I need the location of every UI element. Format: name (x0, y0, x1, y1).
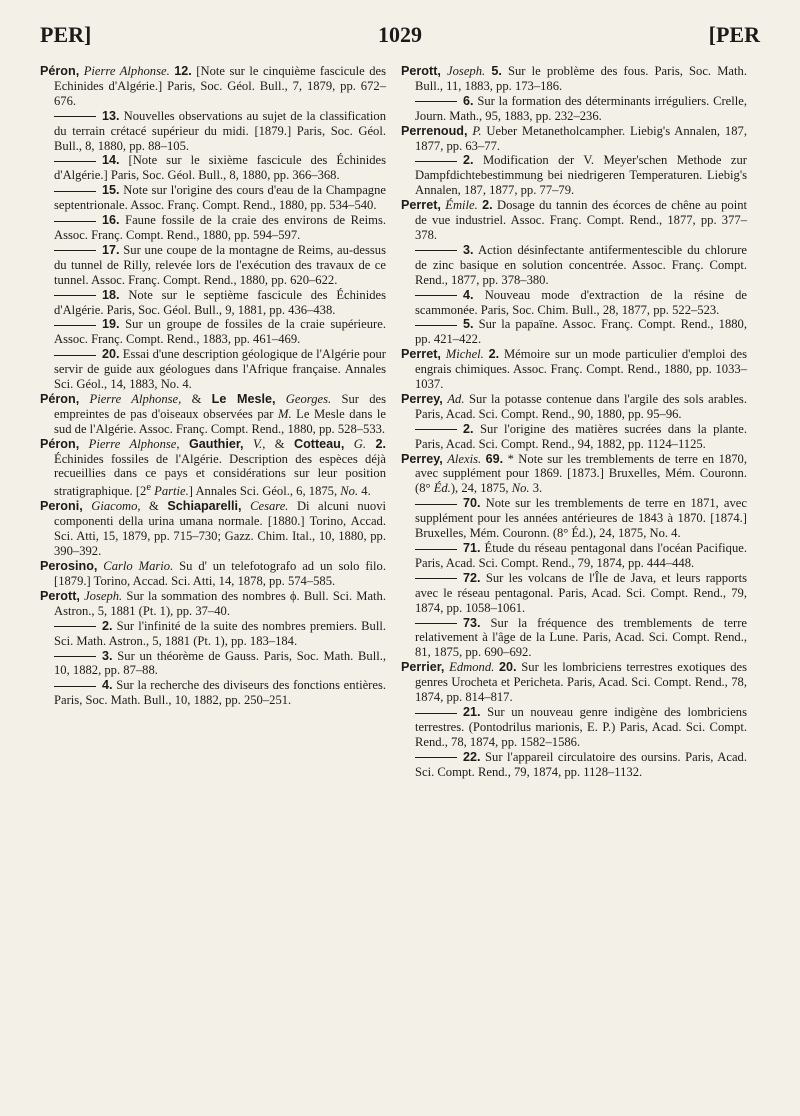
author-surname: Perrey, (401, 391, 443, 406)
bib-continuation (54, 243, 386, 288)
bib-continuation (415, 243, 747, 288)
bib-continuation (54, 619, 386, 649)
bib-entry: Peroni, Giacomo, & Schiaparelli, Cesare. Di alcuni nuovi componenti della urina umana normale. [1880.] Torino, Accad. Sci. Atti, 15, 1879, pp. 715–730; Gazz. Chim. Ital., 10, 1880, pp. 390–392. (40, 499, 387, 559)
running-head (40, 22, 760, 48)
ditto-rule (415, 325, 457, 326)
entry-number: 22. (463, 749, 481, 764)
entry-number: 71. (463, 541, 481, 555)
entry-number: 2. (463, 153, 474, 168)
ditto-rule (54, 295, 96, 296)
ditto-rule (54, 355, 96, 356)
entry-text: Sur les lombriciens terrestres exotiques des genres Urocheta et Pericheta. Paris, Acad. Sci. Compt. Rend., 78, 1874, pp. 814–817. (415, 660, 748, 705)
author-surname: Perott, (40, 588, 80, 603)
author-given: Ad. (447, 391, 465, 406)
ditto-rule (54, 221, 96, 222)
entry-text: Sur la sommation des nombres ϕ. Bull. Sci. Math. Astron., 5, 1881 (Pt. 1), pp. 37–40. (54, 588, 386, 618)
author-given: Joseph. (84, 588, 123, 603)
ditto-rule (415, 250, 457, 251)
entry-number: 3. (463, 242, 474, 257)
bib-continuation (54, 317, 386, 347)
author-given: V., (252, 436, 266, 451)
ditto-rule (415, 295, 457, 296)
author-surname: Péron, (40, 64, 80, 78)
author-given: Georges. (285, 391, 332, 406)
author-given: Giacomo, (91, 499, 141, 514)
entry-text: Étude du réseau pentagonal dans l'océan Pacifique. Paris, Acad. Sci. Compt. Rend., 79, 1874, pp. 444–448. (415, 541, 747, 570)
entry-text: Modification der V. Meyer'schen Methode zur Dampfdichtebestimmung bei niedrigeren Temperaturen. Liebig's Annalen, 187, 1877, pp. 77–79. (415, 153, 747, 198)
author-given: Pierre Alphonse, (88, 436, 180, 451)
bib-entry (401, 347, 747, 392)
author-surname: Cotteau, (294, 436, 345, 451)
entry-number: 2. (482, 198, 493, 213)
entry-text: Sur la fréquence des tremblements de terre relativement à l'âge de la Lune. Paris, Acad. Sci. Compt. Rend., 81, 1875, pp. 690–692. (415, 615, 747, 660)
ditto-rule (54, 161, 96, 162)
bib-continuation (54, 213, 386, 243)
author-given: Michel. (445, 347, 484, 362)
entry-text: Sur la potasse contenue dans l'argile des sols arables. Paris, Acad. Sci. Compt. Rend., 90, 1880, pp. 95–96. (415, 391, 747, 421)
entry-number: 18. (102, 287, 120, 302)
entry-text: Sur la papaïne. Assoc. Franç. Compt. Rend., 1880, pp. 421–422. (415, 317, 747, 347)
header-right: [PER (708, 22, 760, 47)
entry-number: 17. (102, 242, 120, 257)
entry-text: [Note sur le sixième fascicule des Échinides d'Algérie.] Paris, Soc. Géol. Bull., 8, 1880, pp. 366–368. (54, 153, 386, 183)
bib-entry (401, 391, 747, 422)
ditto-rule (415, 757, 457, 758)
bib-continuation (54, 649, 386, 679)
ditto-rule (54, 656, 96, 657)
bib-continuation (54, 678, 386, 708)
entry-text: Sur une coupe de la montagne de Reims, au-dessus du tunnel de Rilly, relevée lors de l'exécution des travaux de ce tunnel. Assoc. Franç. Compt. Rend., 1880, pp. 620–622. (54, 242, 387, 287)
bib-continuation (54, 288, 386, 318)
ditto-rule (415, 713, 457, 714)
bib-continuation (415, 750, 747, 780)
italic-text: Éd. (433, 481, 451, 496)
author-surname: Péron, (40, 391, 80, 406)
bib-continuation (415, 94, 747, 124)
bib-continuation (54, 153, 386, 183)
author-surname: Peroni, (40, 499, 83, 514)
author-surname: Gauthier, (188, 436, 244, 451)
author-surname: Schiaparelli, (167, 499, 242, 514)
entry-text: Sur la recherche des diviseurs des fonctions entières. Paris, Soc. Math. Bull., 10, 1882, pp. 250–251. (54, 678, 386, 708)
entry-number: 70. (463, 496, 481, 511)
ditto-rule (54, 325, 96, 326)
entry-text: Sur un groupe de fossiles de la craie supérieure. Assoc. Franç. Compt. Rend., 1883, pp. 461–469. (54, 317, 386, 347)
bib-continuation (415, 705, 747, 750)
entry-text: Note sur l'origine des cours d'eau de la Champagne septentrionale. Assoc. Franç. Compt. Rend., 1880, pp. 534–540. (54, 183, 386, 213)
bib-continuation (415, 541, 747, 571)
author-surname: Perrey, (401, 451, 443, 466)
entry-text: Sur le problème des fous. Paris, Soc. Math. Bull., 11, 1883, pp. 173–186. (415, 64, 747, 93)
ditto-rule (54, 686, 96, 687)
entry-text: Action désinfectante antifermentescible du chlorure de zinc basique en solution concentrée. Assoc. Franç. Compt. Rend., 1877, pp. 378–380. (415, 242, 747, 287)
entry-text: Sur un nouveau genre indigène des lombriciens terrestres. (Pontodrilus marionis, E. P.) Paris, Acad. Sci. Compt. Rend., 78, 1874, pp. 1582–1586. (415, 704, 747, 749)
bib-entry (401, 64, 747, 94)
left-column (40, 64, 386, 708)
italic-text: Partie. (154, 484, 189, 499)
entry-number: 3. (102, 648, 113, 663)
author-surname: Perrenoud, (401, 123, 468, 138)
header-left: PER] (40, 22, 92, 47)
bib-continuation (415, 288, 747, 318)
author-given: Carlo Mario. (103, 559, 174, 574)
entry-number: 6. (463, 93, 474, 108)
author-given: Pierre Alphonse. (83, 64, 170, 78)
entry-text: Sur l'origine des matières sucrées dans la plante. Paris, Acad. Sci. Compt. Rend., 94, 1882, pp. 1124–1125. (415, 421, 747, 451)
entry-text: Sur l'infinité de la suite des nombres premiers. Bull. Sci. Math. Astron., 5, 1881 (Pt. 1), pp. 183–184. (54, 618, 387, 648)
author-given: Joseph. (447, 64, 486, 78)
bib-continuation (54, 183, 386, 213)
ditto-rule (415, 578, 457, 579)
author-given: G. (353, 436, 367, 451)
author-surname: Perott, (401, 64, 441, 78)
bib-entry (401, 660, 748, 705)
entry-number: 2. (488, 347, 500, 362)
author-given: P. (472, 123, 482, 138)
entry-number: 12. (174, 64, 192, 78)
entry-number: 73. (463, 615, 481, 630)
page-number: 1029 (378, 22, 422, 47)
entry-number: 2. (463, 421, 474, 436)
author-surname: Perret, (401, 347, 441, 362)
entry-text: Dosage du tannin des écorces de chêne au point de vue industriel. Assoc. Franç. Compt. Rend., 1877, pp. 377–378. (415, 198, 748, 242)
bib-continuation (415, 422, 747, 452)
entry-number: 72. (463, 570, 481, 585)
author-surname: Péron, (40, 436, 80, 451)
bib-continuation (415, 571, 747, 616)
ditto-rule (415, 101, 457, 102)
entry-number: 69. (485, 451, 504, 466)
entry-number: 20. (499, 660, 517, 675)
entry-number: 20. (102, 347, 120, 362)
bib-continuation (54, 109, 386, 154)
entry-text: Note sur les tremblements de terre en 1871, avec supplément pour les années antérieures de 1843 à 1870. [1874.] Bruxelles, Mém. Couronn. (8° Éd.), 24, 1875, No. 4. (415, 496, 747, 541)
entry-text: Essai d'une description géologique de l'Algérie pour servir de guide aux géologues dans l'Afrique française. Annales Sci. Géol., 14, 1883, No. 4. (54, 347, 386, 392)
entry-number: 16. (102, 213, 120, 228)
entry-text: Note sur le septième fascicule des Échinides d'Algérie. Paris, Soc. Géol. Bull., 9, 1881, pp. 436–438. (54, 287, 386, 317)
author-surname: Perrier, (401, 660, 445, 675)
entry-text: Sur les volcans de l'Île de Java, et leurs rapports avec le réseau pentagonal. Paris, Acad. Sci. Compt. Rend., 79, 1874, pp. 1058–1061. (415, 570, 747, 615)
italic-text: No. (511, 481, 530, 496)
entry-text: [Note sur le cinquième fascicule des Echinides d'Algérie.] Paris, Soc. Géol. Bull., 7, 1879, pp. 672–676. (54, 64, 386, 108)
entry-number: 5. (463, 317, 474, 332)
bib-continuation (415, 496, 747, 541)
ditto-rule (415, 504, 457, 505)
bib-continuation (415, 153, 747, 198)
entry-number: 4. (463, 287, 474, 302)
entry-text: Nouveau mode d'extraction de la résine de scammonée. Paris, Soc. Chim. Bull., 28, 1877, pp. 522–523. (415, 287, 747, 317)
author-surname: Perosino, (40, 559, 98, 574)
entry-number: 2. (375, 436, 386, 451)
right-column (401, 64, 747, 780)
bib-entry (40, 559, 386, 589)
entry-number: 13. (102, 108, 120, 123)
entry-text: Mémoire sur un mode particulier d'emploi des engrais chimiques. Assoc. Franç. Compt. Rend., 1880, pp. 1033–1037. (415, 347, 747, 392)
entry-number: 21. (463, 704, 481, 719)
bib-entry: Péron, Pierre Alphonse, Gauthier, V., & Cotteau, G. 2. Échinides fossiles de l'Algérie. Description des espèces déjà recueillies dans ce pays et considérations sur leur position stratigraphique. [2e Partie.] Annales Sci. Géol., 6, 1875, No. 4. (40, 436, 386, 499)
author-surname: Perret, (401, 198, 441, 213)
entry-text: Ueber Metanetholcampher. Liebig's Annalen, 187, 1877, pp. 63–77. (415, 123, 747, 153)
entry-text: Sur un théorème de Gauss. Paris, Soc. Math. Bull., 10, 1882, pp. 87–88. (54, 648, 387, 678)
ditto-rule (415, 549, 457, 550)
bib-continuation (54, 347, 386, 392)
bib-entry (40, 64, 386, 109)
author-given: Cesare. (250, 499, 289, 514)
entry-text: Nouvelles observations au sujet de la classification du terrain crétacé supérieur du midi. [1879.] Paris, Soc. Géol. Bull., 8, 1880, pp. 88–105. (54, 108, 387, 153)
entry-number: 5. (491, 64, 502, 78)
author-given: Émile. (445, 198, 478, 213)
author-given: Pierre Alphonse, (89, 391, 182, 406)
author-surname: Le Mesle, (211, 391, 276, 406)
italic-text: M. (277, 406, 292, 421)
entry-text: Su d' un telefotografo ad un solo filo. [1879.] Torino, Accad. Sci. Atti, 14, 1878, pp. 574–585. (54, 559, 386, 588)
bib-entry (40, 588, 386, 619)
ditto-rule (54, 116, 96, 117)
bib-continuation (415, 317, 747, 347)
bib-continuation (415, 616, 747, 661)
ditto-rule (415, 429, 457, 430)
ditto-rule (415, 623, 457, 624)
ditto-rule (54, 250, 96, 251)
ditto-rule (54, 191, 96, 192)
bib-entry (401, 198, 748, 243)
entry-number: 4. (102, 678, 113, 693)
entry-number: 2. (102, 618, 113, 633)
entry-number: 14. (102, 153, 120, 168)
entry-text: Faune fossile de la craie des environs de Reims. Assoc. Franç. Compt. Rend., 1880, pp. 594–597. (54, 213, 386, 242)
entry-number: 19. (102, 317, 120, 332)
author-given: Alexis. (447, 451, 482, 466)
ditto-rule (415, 161, 457, 162)
bib-entry: Péron, Pierre Alphonse, & Le Mesle, Georges. Sur des empreintes de pas d'oiseaux observées par M. Le Mesle dans le sud de l'Algérie. Assoc. Franç. Compt. Rend., 1880, pp. 528–533. (40, 391, 387, 436)
entry-text: Sur la formation des déterminants irréguliers. Crelle, Journ. Math., 95, 1883, pp. 232–236. (415, 93, 747, 123)
author-given: Edmond. (449, 660, 495, 675)
ditto-rule (54, 626, 96, 627)
bib-entry: Perrey, Alexis. 69. * Note sur les tremblements de terre en 1870, avec supplément pour 1869. [1873.] Bruxelles, Mém. Couronn. (8° Éd.), 24, 1875, No. 3. (401, 451, 747, 496)
entry-text: Sur l'appareil circulatoire des oursins. Paris, Acad. Sci. Compt. Rend., 79, 1874, pp. 1128–1132. (415, 749, 747, 779)
bib-entry (401, 123, 747, 154)
entry-number: 15. (102, 183, 120, 198)
italic-text: No. (340, 484, 359, 499)
